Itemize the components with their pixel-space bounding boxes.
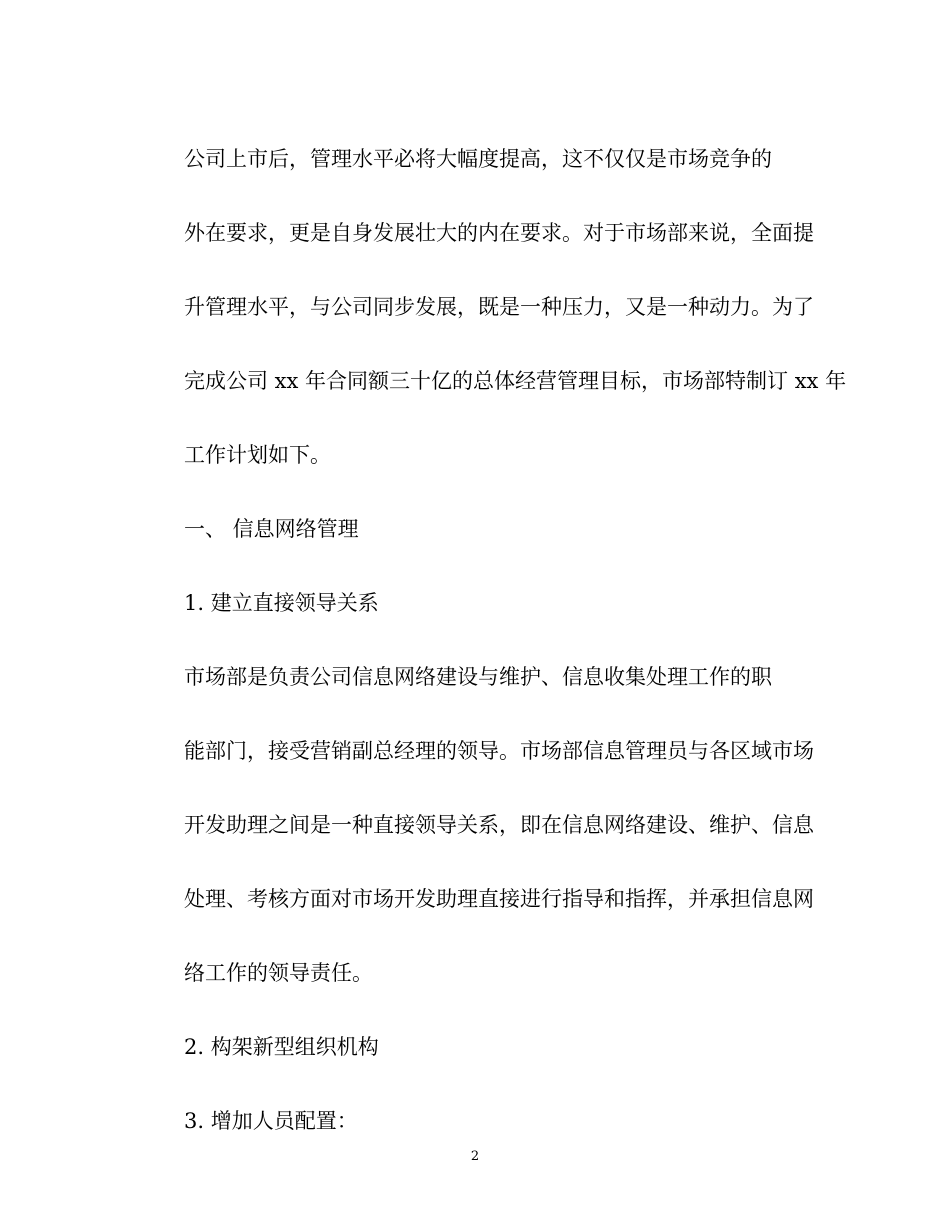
text-line: 能部门，接受营销副总经理的领导。市场部信息管理员与各区域市场 — [184, 739, 814, 763]
text-line: 公司上市后，管理水平必将大幅度提高，这不仅仅是市场竞争的 — [184, 147, 772, 171]
section-heading — [142, 492, 812, 566]
body-paragraph — [142, 640, 812, 1010]
text-line: 2. 构架新型组织机构 — [184, 1035, 379, 1059]
text-line: 处理、考核方面对市场开发助理直接进行指导和指挥，并承担信息网 — [184, 887, 814, 911]
text-line: 3. 增加人员配置： — [184, 1109, 358, 1133]
subsection-heading — [142, 566, 812, 640]
subsection-heading — [142, 1010, 812, 1084]
page-number: 2 — [470, 1149, 480, 1164]
text-line: 外在要求，更是自身发展壮大的内在要求。对于市场部来说，全面提 — [184, 221, 814, 245]
text-line: 工作计划如下。 — [184, 443, 331, 467]
text-line: 开发助理之间是一种直接领导关系，即在信息网络建设、维护、信息 — [184, 813, 814, 837]
text-line: 1. 建立直接领导关系 — [184, 591, 379, 615]
document-body — [142, 122, 847, 1158]
text-line: 一、 信息网络管理 — [184, 517, 359, 541]
text-line: 升管理水平，与公司同步发展，既是一种压力，又是一种动力。为了 — [184, 295, 814, 319]
text-line: 市场部是负责公司信息网络建设与维护、信息收集处理工作的职 — [184, 665, 772, 689]
intro-paragraph — [142, 122, 847, 492]
text-line: 络工作的领导责任。 — [184, 961, 373, 985]
text-line: 完成公司 xx 年合同额三十亿的总体经营管理目标，市场部特制订 xx 年 — [184, 369, 847, 393]
